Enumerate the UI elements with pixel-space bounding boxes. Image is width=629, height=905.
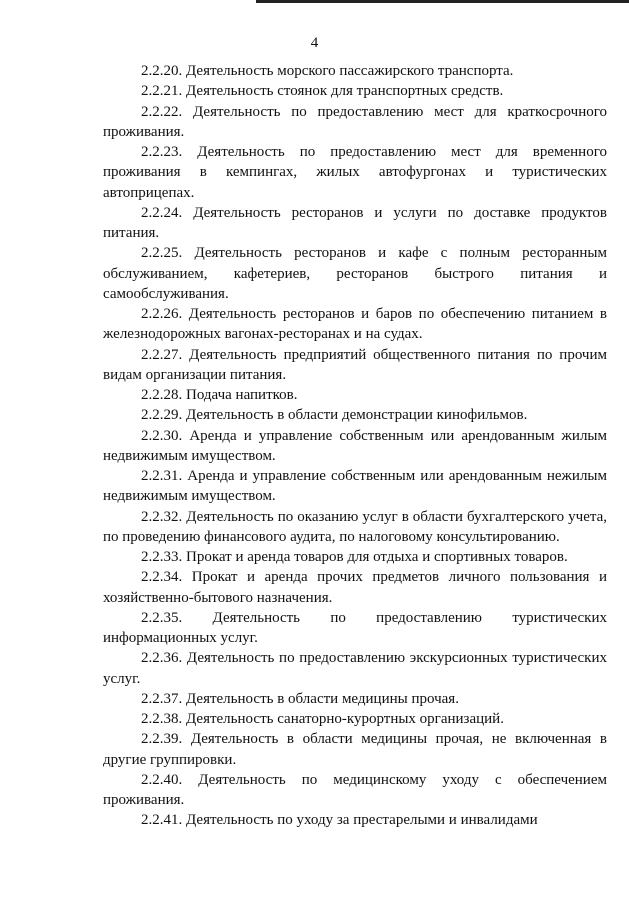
- list-item: 2.2.26. Деятельность ресторанов и баров по обеспечению питанием в железнодорожных вагонах-ресторанах и на судах.: [103, 306, 607, 343]
- list-item: 2.2.38. Деятельность санаторно-курортных организаций.: [141, 711, 504, 727]
- list-item: 2.2.29. Деятельность в области демонстрации кинофильмов.: [141, 407, 528, 424]
- list-item: 2.2.32. Деятельность по оказанию услуг в области бухгалтерского учета, по проведению финансового аудита, по налоговому консультированию.: [103, 508, 607, 545]
- list-item: 2.2.35. Деятельность по предоставлению туристических информационных услуг.: [103, 609, 607, 646]
- list-item: 2.2.28. Подача напитков.: [141, 387, 298, 403]
- list-item: 2.2.36. Деятельность по предоставлению экскурсионных туристических услуг.: [103, 650, 607, 687]
- document-body: [103, 61, 607, 831]
- list-item: 2.2.34. Прокат и аренда прочих предметов личного пользования и хозяйственно-бытового назначения.: [103, 569, 607, 606]
- list-item: 2.2.25. Деятельность ресторанов и кафе с полным ресторанным обслуживанием, кафетериев, ресторанов быстрого питания и самообслуживания.: [103, 245, 607, 302]
- top-border-line: [256, 0, 629, 3]
- list-item: 2.2.24. Деятельность ресторанов и услуги по доставке продуктов питания.: [103, 204, 607, 241]
- list-item: 2.2.33. Прокат и аренда товаров для отдыха и спортивных товаров.: [141, 549, 568, 565]
- list-item: 2.2.40. Деятельность по медицинскому уходу с обеспечением проживания.: [103, 771, 607, 808]
- list-item: 2.2.39. Деятельность в области медицины прочая, не включенная в другие группировки.: [103, 731, 607, 768]
- list-item: 2.2.22. Деятельность по предоставлению мест для краткосрочного проживания.: [103, 103, 607, 140]
- list-item: 2.2.37. Деятельность в области медицины прочая.: [141, 690, 459, 707]
- list-item: 2.2.31. Аренда и управление собственным или арендованным нежилым недвижимым имуществом.: [103, 468, 607, 505]
- list-item: 2.2.41. Деятельность по уходу за престарелыми и инвалидами: [141, 812, 538, 829]
- list-item: 2.2.23. Деятельность по предоставлению мест для временного проживания в кемпингах, жилых автофургонах и туристических автоприцепах.: [103, 144, 607, 201]
- list-item: 2.2.21. Деятельность стоянок для транспортных средств.: [141, 83, 504, 100]
- list-item: 2.2.30. Аренда и управление собственным или арендованным жилым недвижимым имуществом.: [103, 427, 607, 464]
- list-item: 2.2.20. Деятельность морского пассажирского транспорта.: [141, 63, 514, 79]
- page-number: 4: [310, 35, 319, 51]
- list-item: 2.2.27. Деятельность предприятий общественного питания по прочим видам организации питания.: [103, 346, 607, 383]
